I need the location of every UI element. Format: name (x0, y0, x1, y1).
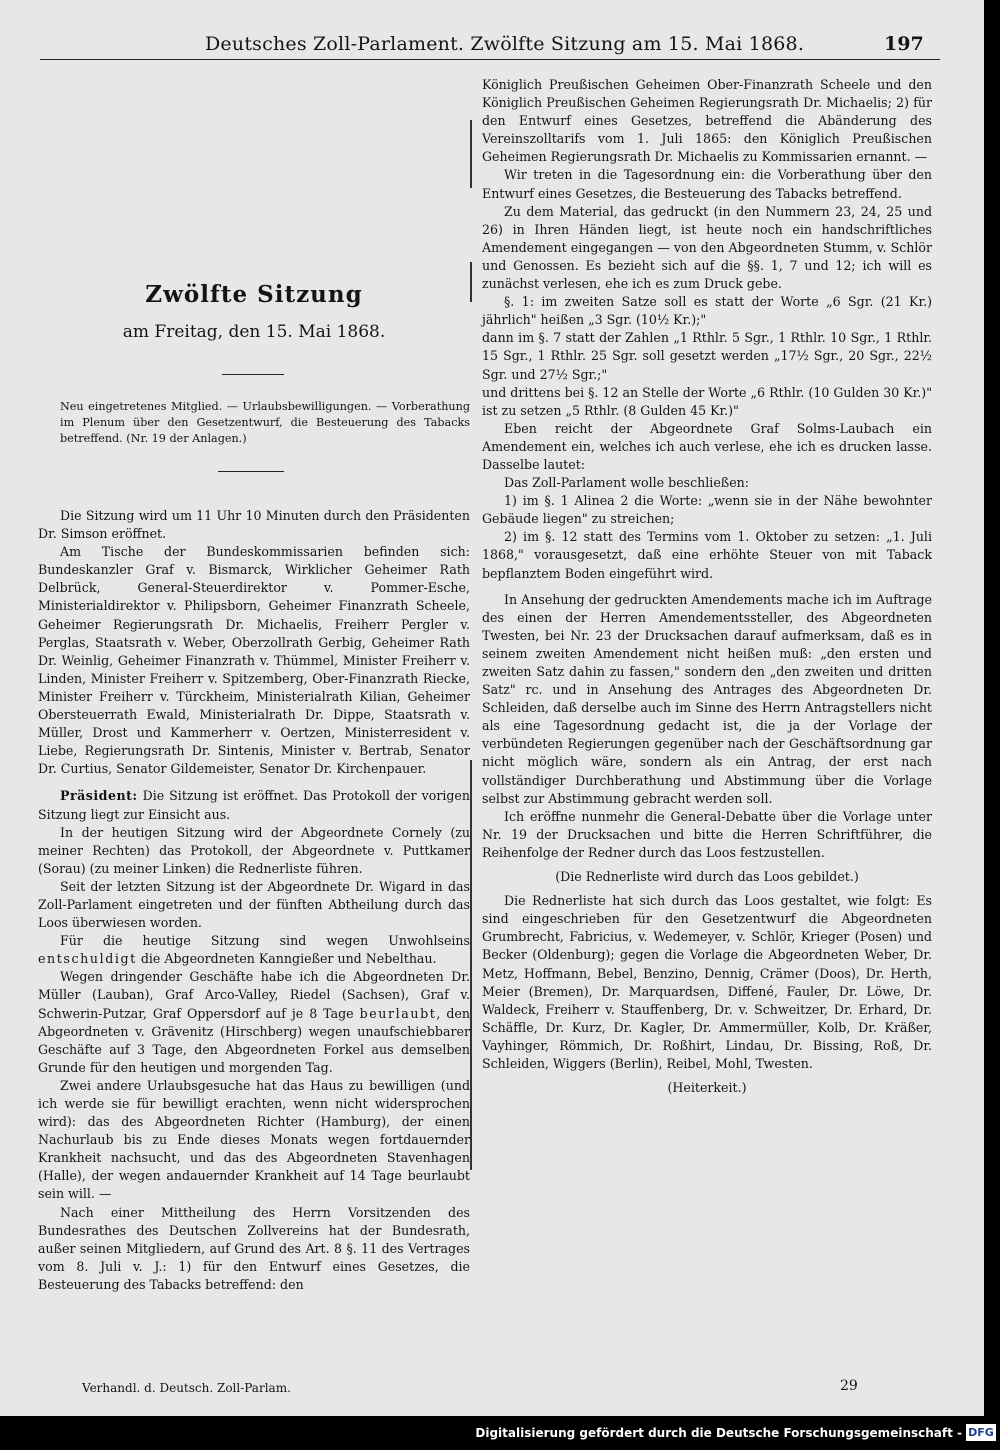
banner-text: Digitalisierung gefördert durch die Deutsche Forschungsgemeinschaft - (475, 1426, 962, 1440)
paragraph (38, 932, 470, 968)
amendment-item: und drittens bei §. 12 an Stelle der Worte „6 Rthlr. (10 Gulden 30 Kr.)" ist zu setzen „5 Rthlr. (8 Gulden 45 Kr.)" (482, 384, 932, 418)
stage-direction: (Die Rednerliste wird durch das Loos gebildet.) (555, 869, 859, 885)
left-column (38, 507, 470, 1294)
emphasis: entschuldigt (38, 951, 137, 967)
dfg-logo-icon: DFG (966, 1424, 996, 1441)
text-run: Wegen dringender Geschäfte habe ich die Abgeordneten Dr. Müller (Lauban), Graf Arco-Valley, Riedel (Sachsen), Graf v. Schwerin-Putzar, Graf Oppersdorf auf je 8 Tage (38, 969, 470, 1021)
paragraph (38, 787, 470, 823)
text-run: die Abgeordneten Kanngießer und Nebelthau. (136, 951, 437, 967)
speaker-label: Präsident: (60, 788, 138, 804)
paragraph: Das Zoll-Parlament wolle beschließen: (504, 475, 749, 491)
signature-number: 29 (840, 1378, 858, 1394)
right-column (482, 76, 932, 1097)
paragraph: In der heutigen Sitzung wird der Abgeordnete Cornely (zu meiner Rechten) das Protokoll, der Abgeordnete v. Puttkamer (Sorau) (zu meiner Linken) die Rednerliste führen. (38, 824, 470, 876)
text-run: Für die heutige Sitzung sind wegen Unwohlseins (60, 933, 470, 949)
paragraph: Die Rednerliste hat sich durch das Loos gestaltet, wie folgt: Es sind eingeschrieben für den Gesetzentwurf die Abgeordneten Grumbrecht, Fabricius, v. Wedemeyer, v. Schlör, Krieger (Posen) und Becker (Oldenburg); gegen die Vorlage die Abgeordneten Weber, Dr. Metz, Hoffmann, Bebel, Benzino, Dennig, Crämer (Doos), Dr. Herth, Meier (Bremen), Dr. Marquardsen, Diffené, Fauler, Dr. Löwe, Dr. Waldeck, Freiherr v. Stauffenberg, Dr. v. Schweitzer, Dr. Erhard, Dr. Schäffle, Dr. Kurz, Dr. Kagler, Dr. Ammermüller, Kolb, Dr. Kräßer, Vayhinger, Römmich, Dr. Roßhirt, Lindau, Dr. Bissing, Roß, Dr. Schleiden, Wiggers (Berlin), Reibel, Mohl, Twesten. (482, 893, 932, 1071)
paragraph: Wir treten in die Tagesordnung ein: die Vorberathung über den Entwurf eines Gesetzes, die Besteuerung des Tabacks betreffend. (482, 167, 932, 201)
motion-item: 2) im §. 12 statt des Termins vom 1. Oktober zu setzen: „1. Juli 1868," vorausgesetzt, daß eine erhöhte Steuer von mit Taback bepflanztem Boden eingeführt wird. (482, 529, 932, 581)
paragraph: Am Tische der Bundeskommissarien befinden sich: Bundeskanzler Graf v. Bismarck, Wirklicher Geheimer Rath Delbrück, General-Steuerdirektor v. Pommer-Esche, Ministerialdirektor v. Philipsborn, Geheimer Finanzrath Scheele, Geheimer Regierungsrath Dr. Michaelis, Freiherr Pergler v. Perglas, Staatsrath v. Weber, Oberzollrath Gerbig, Geheimer Rath Dr. Weinlig, Geheimer Finanzrath v. Thümmel, Minister Freiherr v. Linden, Minister Freiherr v. Spitzemberg, Ober-Finanzrath Riecke, Minister Freiherr v. Türckheim, Ministerialrath Kilian, Geheimer Obersteuerrath Ewald, Ministerialrath Dr. Dippe, Staatsrath v. Müller, Drost und Kammerherr v. Oertzen, Ministerresident v. Liebe, Regierungsrath Dr. Sintenis, Minister v. Bertrab, Senator Dr. Curtius, Senator Gildemeister, Senator Dr. Kirchenpauer. (38, 544, 470, 777)
paragraph: Königlich Preußischen Geheimen Ober-Finanzrath Scheele und den Königlich Preußischen Geheimen Regierungsrath Dr. Michaelis; 2) für den Entwurf eines Gesetzes, betreffend die Abänderung des Vereinszolltarifs vom 1. Juli 1865: den Königlich Preußischen Geheimen Regierungsrath Dr. Michaelis zu Kommissarien ernannt. — (482, 77, 932, 165)
text-run: , den Abgeordneten v. Grävenitz (Hirschberg) wegen unaufschiebbarer Geschäfte auf 3 Tage, den Abgeordneten Forkel aus demselben Grunde für den heutigen und morgenden Tag. (38, 1005, 470, 1075)
divider (222, 374, 284, 375)
footer-source: Verhandl. d. Deutsch. Zoll-Parlam. (82, 1381, 291, 1395)
paragraph (38, 968, 470, 1077)
running-header (0, 33, 984, 61)
session-title: Zwölfte Sitzung (145, 281, 363, 308)
divider (218, 471, 284, 472)
stage-direction: (Heiterkeit.) (667, 1080, 747, 1096)
header-rule (40, 59, 940, 60)
speech-text: Die Sitzung ist eröffnet. Das Protokoll der vorigen Sitzung liegt zur Einsicht aus. (38, 788, 470, 822)
paragraph: In Ansehung der gedruckten Amendements mache ich im Auftrage des einen der Herren Amendementssteller, des Abgeordneten Twesten, bei Nr. 23 der Drucksachen darauf aufmerksam, daß es in seinem zweiten Amendement nicht heißen muß: „den ersten und zweiten Satz dahin zu fassen," sondern den „den zweiten und dritten Satz" rc. und in Ansehung des Antrages des Abgeordneten Dr. Schleiden, daß derselbe auch im Sinne des Herrn Antragstellers nicht als eine Tagesordnung gedacht ist, die ja der Vorlage der verbündeten Regierungen gegenüber nach der Geschäftsordnung gar nicht möglich wäre, sondern als ein Antrag, der erst nach vollständiger Durchberathung und Abstimmung über die Vorlage selbst zur Abstimmung gebracht werden soll. (482, 591, 932, 806)
digitization-banner (0, 1416, 1000, 1450)
margin-line (470, 262, 472, 302)
margin-line (470, 760, 472, 1170)
session-date: am Freitag, den 15. Mai 1868. (122, 322, 386, 342)
margin-line (470, 120, 472, 188)
session-summary: Neu eingetretenes Mitglied. — Urlaubsbewilligungen. — Vorberathung im Plenum über den Gesetzentwurf, die Besteuerung des Tabacks betreffend. (Nr. 19 der Anlagen.) (60, 400, 470, 445)
paragraph: Die Sitzung wird um 11 Uhr 10 Minuten durch den Präsidenten Dr. Simson eröffnet. (38, 508, 470, 542)
header-page-number: 197 (884, 33, 924, 55)
paragraph: Nach einer Mittheilung des Herrn Vorsitzenden des Bundesrathes des Deutschen Zollvereins hat der Bundesrath, außer seinen Mitgliedern, auf Grund des Art. 8 §. 11 des Vertrages vom 8. Juli v. J.: 1) für den Entwurf eines Gesetzes, die Besteuerung des Tabacks betreffend: den (38, 1204, 470, 1292)
amendment-item: §. 1: im zweiten Satze soll es statt der Worte „6 Sgr. (21 Kr.) jährlich" heißen „3 Sgr. (10½ Kr.);" (482, 294, 932, 328)
paragraph: Zwei andere Urlaubsgesuche hat das Haus zu bewilligen (und ich werde sie für bewilligt erachten, wenn nicht widersprochen wird): das des Abgeordneten Richter (Hamburg), der einen Nachurlaub bis zu Ende dieses Monats wegen fortdauernder Krankheit nachsucht, und das des Abgeordneten Stavenhagen (Halle), der wegen andauernder Krankheit auf 14 Tage beurlaubt sein will. — (38, 1077, 470, 1202)
motion-item: 1) im §. 1 Alinea 2 die Worte: „wenn sie in der Nähe bewohnter Gebäude liegen" zu streichen; (482, 493, 932, 527)
header-title: Deutsches Zoll-Parlament. Zwölfte Sitzung am 15. Mai 1868. (205, 33, 805, 55)
amendment-item: dann im §. 7 statt der Zahlen „1 Rthlr. 5 Sgr., 1 Rthlr. 10 Sgr., 1 Rthlr. 15 Sgr., 1 Rthlr. 25 Sgr. soll gesetzt werden „17½ Sgr., 20 Sgr., 22½ Sgr. und 27½ Sgr.;" (482, 330, 932, 382)
emphasis: beurlaubt (359, 1005, 437, 1021)
paragraph: Seit der letzten Sitzung ist der Abgeordnete Dr. Wigard in das Zoll-Parlament eingetreten und der fünften Abtheilung durch das Loos überwiesen worden. (38, 878, 470, 931)
paragraph: Zu dem Material, das gedruckt (in den Nummern 23, 24, 25 und 26) in Ihren Händen liegt, ist heute noch ein handschriftliches Amendement eingegangen — von den Abgeordneten Stumm, v. Schlör und Genossen. Es bezieht sich auf die §§. 1, 7 und 12; ich will es zunächst verlesen, ehe ich es zum Druck gebe. (482, 203, 932, 292)
paragraph: Eben reicht der Abgeordnete Graf Solms-Laubach ein Amendement ein, welches ich auch verlese, ehe ich es drucken lasse. Dasselbe lautet: (482, 420, 932, 472)
paragraph: Ich eröffne nunmehr die General-Debatte über die Vorlage unter Nr. 19 der Drucksachen und bitte die Herren Schriftführer, die Reihenfolge der Redner durch das Loos festzustellen. (482, 808, 932, 860)
